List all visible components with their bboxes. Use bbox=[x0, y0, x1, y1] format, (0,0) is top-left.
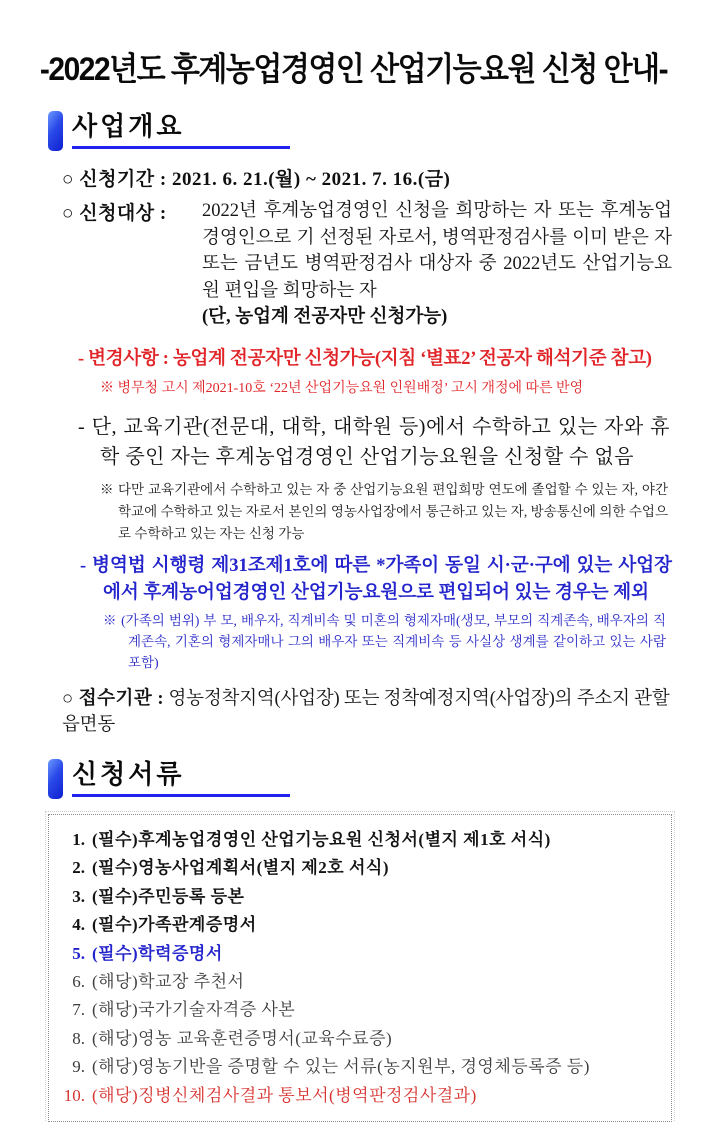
doc-item-text: (필수)학력증명서 bbox=[92, 943, 223, 963]
application-period-label: ○ 신청기간 : bbox=[62, 169, 167, 190]
application-target-note: (단, 농업계 전공자만 신청가능) bbox=[202, 307, 448, 327]
doc-item-text: (필수)가족관계증명서 bbox=[92, 915, 257, 935]
doc-item-text: (해당)영농 교육훈련증명서(교육수료증) bbox=[92, 1028, 393, 1048]
doc-item bbox=[53, 1082, 663, 1110]
section-marker bbox=[48, 759, 63, 799]
section-marker bbox=[48, 111, 63, 151]
doc-item-text: (필수)영농사업계획서(별지 제2호 서식) bbox=[92, 858, 389, 878]
page-title: -2022년도 후계농업경영인 산업기능요원 신청 안내- bbox=[39, 51, 668, 88]
doc-item bbox=[53, 911, 663, 939]
doc-item-number: 8. bbox=[72, 1028, 85, 1048]
family-exclusion: - 병역법 시행령 제31조제1호에 따른 *가족이 동일 시·군·구에 있는 사업장에서 후계농어업경영인 산업기능요원으로 편입되어 있는 경우는 제외 bbox=[80, 556, 672, 603]
application-period-value: 2021. 6. 21.(월) ~ 2021. 7. 16.(금) bbox=[171, 169, 451, 190]
doc-item-number: 6. bbox=[72, 972, 85, 992]
reception-office-label: ○ 접수기관 : bbox=[62, 689, 165, 709]
section-overview-header bbox=[48, 111, 707, 151]
education-restriction: - 단, 교육기관(전문대, 대학, 대학원 등)에서 수학하고 있는 자와 휴학 중인 자는 후계농업경영인 산업기능요원을 신청할 수 없음 bbox=[78, 416, 670, 468]
doc-item-number: 10. bbox=[63, 1085, 85, 1105]
family-scope-footnote: ※ (가족의 범위) 부 모, 배우자, 직계비속 및 미혼의 형제자매(생모, 부모의 직계존속, 배우자의 직계존속, 기혼의 형제자매나 그의 배우자 또는 직계비속 등 사실상 생계를 같이하고 있는 사람 포함) bbox=[103, 613, 666, 670]
doc-item bbox=[53, 854, 663, 882]
section-heading-overview: 사업개요 bbox=[72, 111, 185, 141]
application-target-label: ○ 신청대상 : bbox=[62, 203, 167, 224]
application-target-row bbox=[62, 198, 672, 331]
doc-item-text: (해당)징병신체검사결과 통보서(병역판정검사결과) bbox=[92, 1085, 477, 1105]
doc-item-number: 9. bbox=[72, 1057, 85, 1077]
education-restriction-footnote: ※ 다만 교육기관에서 수학하고 있는 자 중 산업기능요원 편입희망 연도에 졸업할 수 있는 자, 야간학교에 수학하고 있는 자로서 본인의 영농사업장에서 통근하고 있는 자, 방송통신에 의한 수업으로 수학하고 있는 자는 신청 가능 bbox=[100, 482, 668, 541]
doc-item-number: 3. bbox=[72, 886, 85, 906]
reception-office-row bbox=[62, 684, 672, 736]
doc-item bbox=[53, 826, 663, 854]
doc-item-number: 7. bbox=[72, 1000, 85, 1020]
section-documents-header bbox=[48, 759, 707, 799]
doc-item-number: 5. bbox=[72, 943, 85, 963]
doc-item-number: 1. bbox=[72, 830, 85, 849]
doc-item-text: (해당)영농기반을 증명할 수 있는 서류(농지원부, 경영체등록증 등) bbox=[92, 1057, 590, 1077]
doc-item-number: 4. bbox=[72, 915, 85, 935]
change-notice-footnote: ※ 병무청 고시 제2021-10호 ‘22년 산업기능요원 인원배정’ 고시 개정에 따른 반영 bbox=[100, 381, 584, 396]
doc-item-number: 2. bbox=[72, 858, 85, 878]
overview-content bbox=[62, 164, 672, 736]
doc-item bbox=[53, 996, 663, 1024]
section-underline bbox=[72, 146, 290, 149]
document-list-box bbox=[48, 814, 672, 1122]
doc-item-text: (해당)국가기술자격증 사본 bbox=[92, 1000, 296, 1020]
application-period-row bbox=[62, 164, 672, 191]
doc-item-text: (해당)학교장 추천서 bbox=[92, 972, 245, 992]
doc-item bbox=[53, 1025, 663, 1053]
reception-office-value: 영농정착지역(사업장) 또는 정착예정지역(사업장)의 주소지 관할 읍면동 bbox=[62, 689, 670, 735]
doc-item-text: (필수)후계농업경영인 산업기능요원 신청서(별지 제1호 서식) bbox=[92, 830, 551, 849]
doc-item-text: (필수)주민등록 등본 bbox=[92, 886, 245, 906]
doc-item bbox=[53, 968, 663, 996]
section-underline bbox=[72, 794, 290, 797]
doc-item bbox=[53, 940, 663, 968]
change-notice: - 변경사항 : 농업계 전공자만 신청가능(지침 ‘별표2’ 전공자 해석기준 참고) bbox=[78, 349, 652, 369]
application-target-text: 2022년 후계농업경영인 신청을 희망하는 자 또는 후계농업경영인으로 기 선정된 자로서, 병역판정검사를 이미 받은 자 또는 금년도 병역판정검사 대상자 중 2022년도 산업기능요원 편입을 희망하는 자 bbox=[202, 201, 672, 301]
doc-item bbox=[53, 1053, 663, 1081]
section-heading-documents: 신청서류 bbox=[72, 759, 185, 789]
doc-item bbox=[53, 883, 663, 911]
